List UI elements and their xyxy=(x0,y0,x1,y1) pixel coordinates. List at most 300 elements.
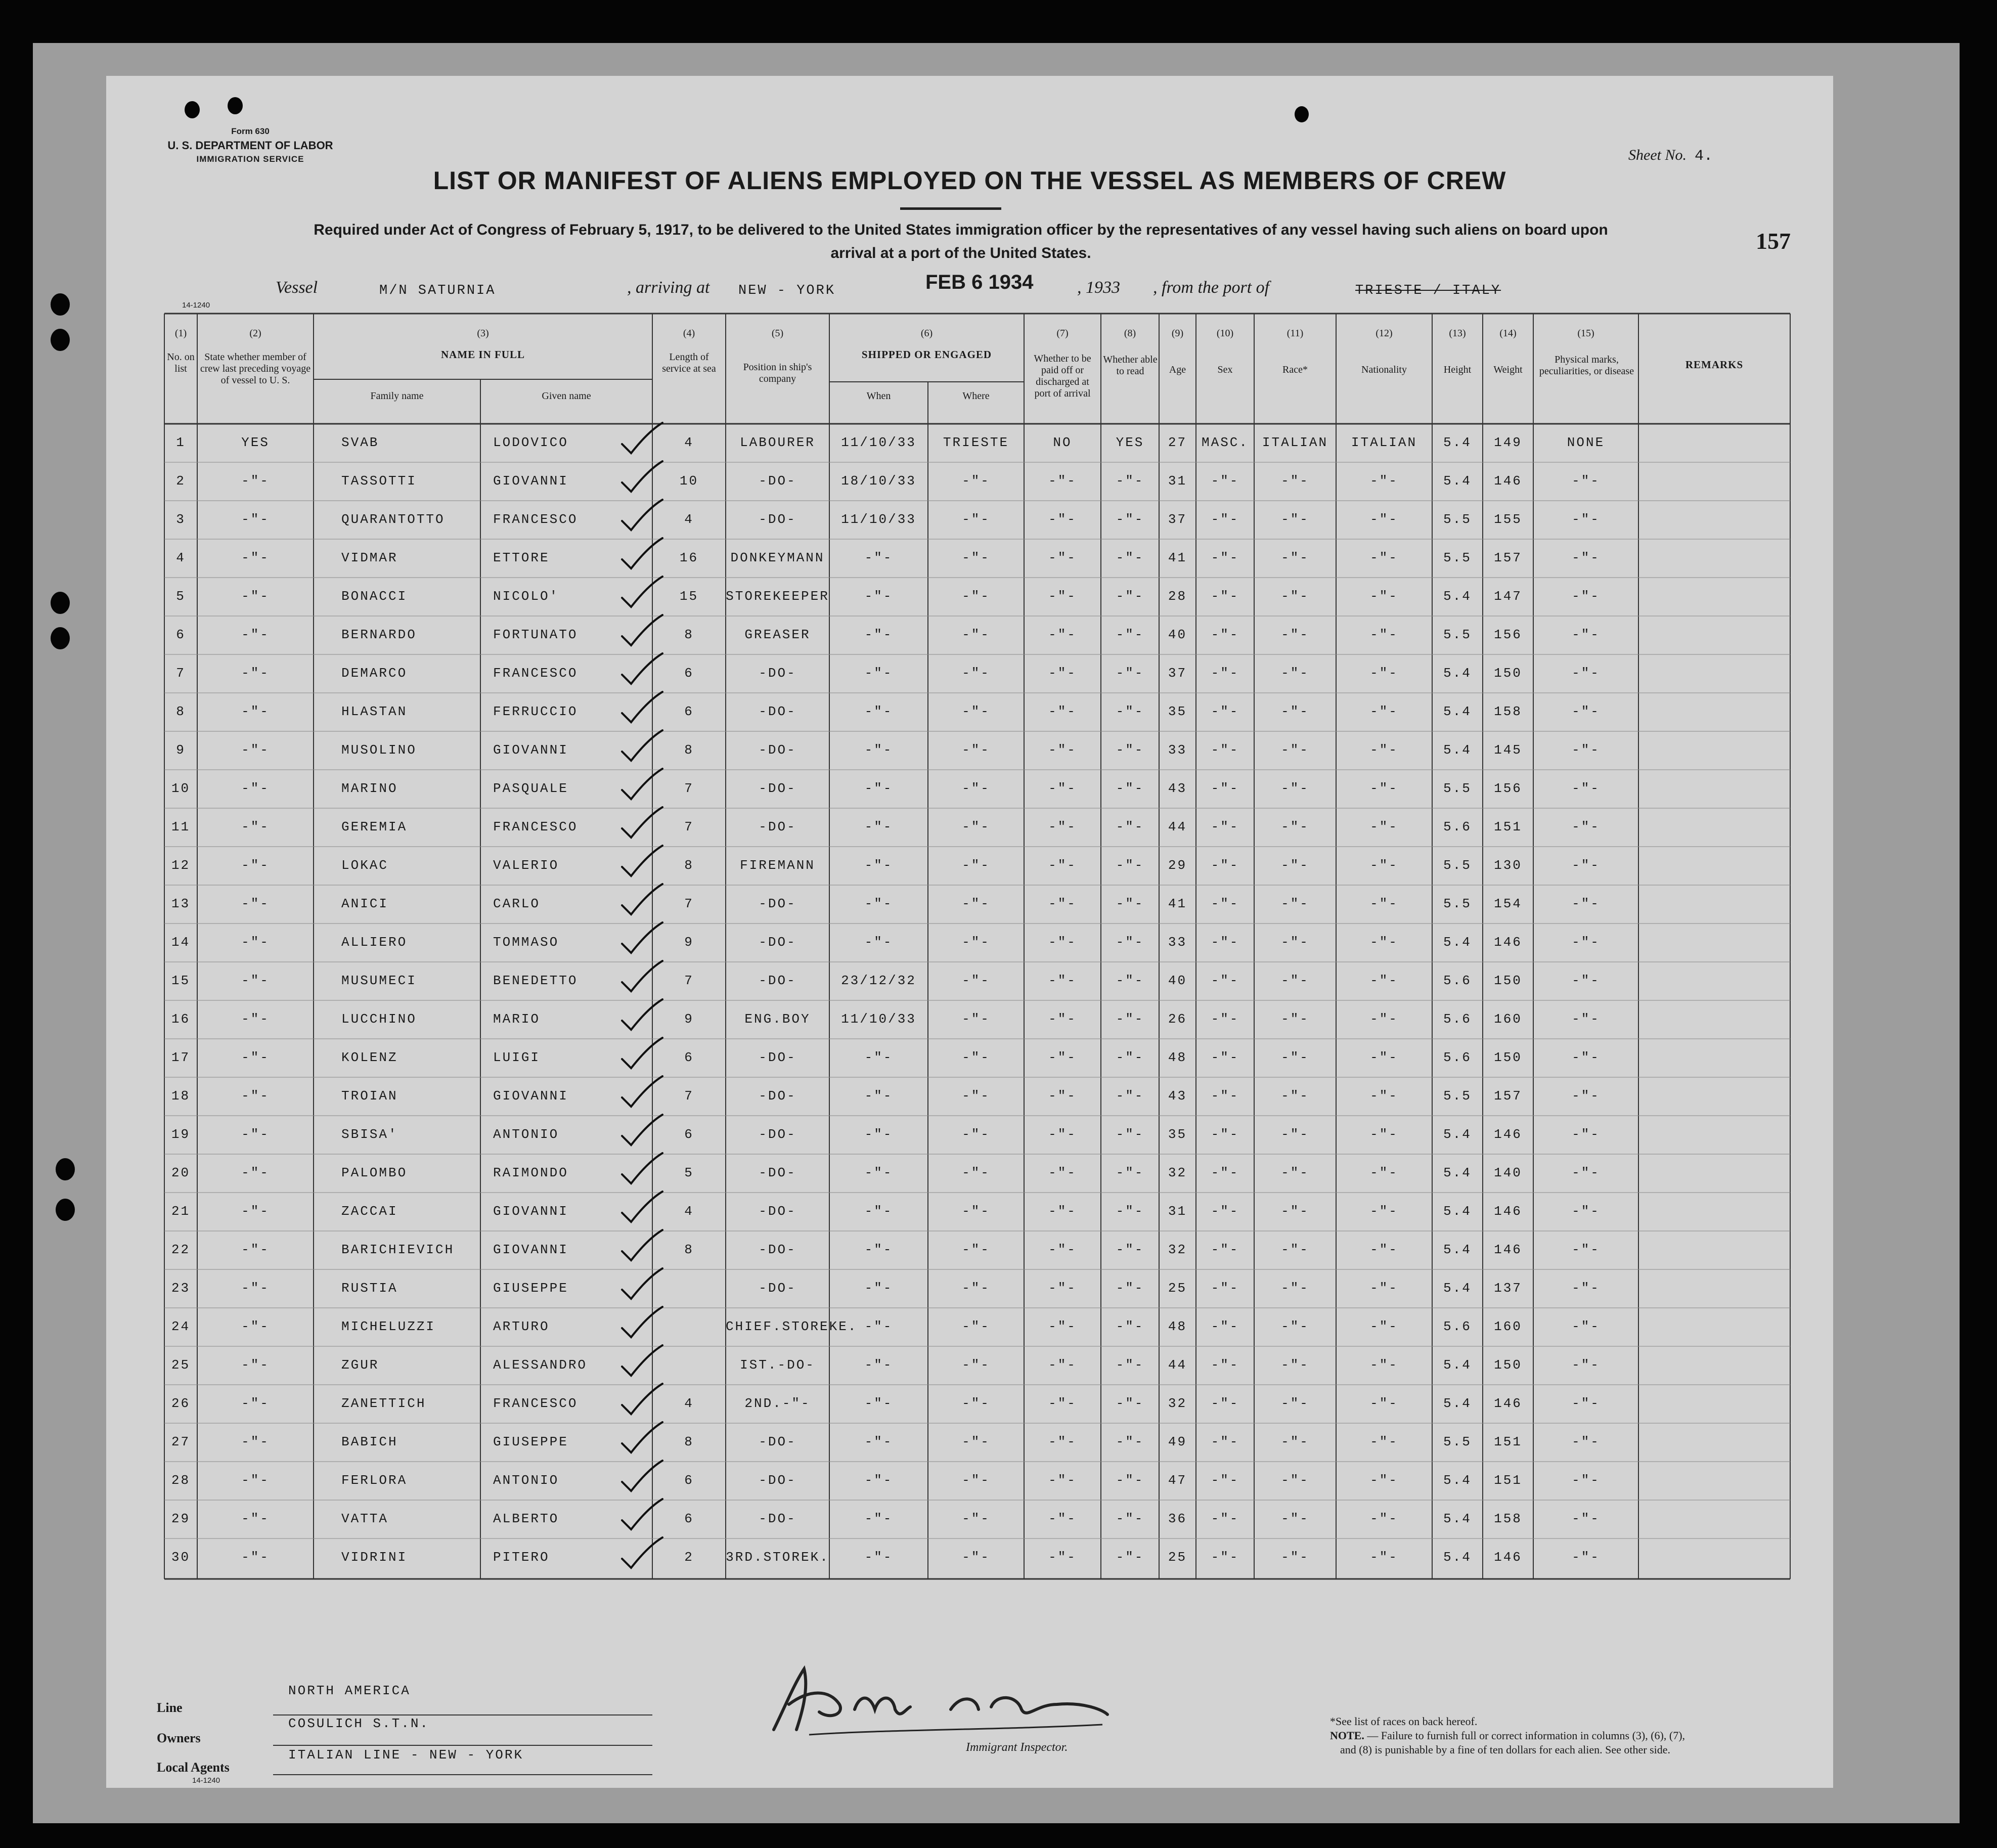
cell-weight: 150 xyxy=(1494,666,1522,681)
cell-age: 35 xyxy=(1168,704,1187,719)
cell-read: -"- xyxy=(1116,1165,1144,1180)
cell-weight: 146 xyxy=(1494,1204,1522,1219)
cell-race: -"- xyxy=(1281,819,1309,834)
cell-race: -"- xyxy=(1281,1127,1309,1142)
cell-no: 11 xyxy=(171,819,191,834)
cell-age: 48 xyxy=(1168,1319,1187,1334)
cell-height: 5.4 xyxy=(1443,1281,1472,1296)
cell-weight: 156 xyxy=(1494,627,1522,642)
header-name-in-full: NAME IN FULL xyxy=(440,348,525,361)
cell-sex: -"- xyxy=(1211,1281,1239,1296)
cell-marks: -"- xyxy=(1572,1204,1600,1219)
page-title: LIST OR MANIFEST OF ALIENS EMPLOYED ON THE VESSEL AS MEMBERS OF CREW xyxy=(433,166,1506,195)
cell-read: -"- xyxy=(1116,1357,1144,1373)
cell-no: 8 xyxy=(176,704,186,719)
cell-prev: -"- xyxy=(241,819,270,834)
cell-when: -"- xyxy=(864,627,893,642)
cell-marks: -"- xyxy=(1572,1088,1600,1104)
cell-race: -"- xyxy=(1281,935,1309,950)
cell-position: -DO- xyxy=(759,473,796,489)
column-number-c10: (10) xyxy=(1216,328,1234,339)
header-age: Age xyxy=(1169,364,1186,375)
cell-read: -"- xyxy=(1116,589,1144,604)
cell-height: 5.4 xyxy=(1443,666,1472,681)
cell-prev: -"- xyxy=(241,742,270,758)
cell-family: BERNARDO xyxy=(341,627,417,642)
cell-height: 5.4 xyxy=(1443,1511,1472,1526)
cell-race: -"- xyxy=(1281,1319,1309,1334)
cell-nationality: -"- xyxy=(1370,704,1398,719)
cell-nationality: -"- xyxy=(1370,627,1398,642)
cell-nationality: -"- xyxy=(1370,1434,1398,1449)
cell-nationality: -"- xyxy=(1370,1357,1398,1373)
cell-height: 5.4 xyxy=(1443,1204,1472,1219)
cell-when: -"- xyxy=(864,1281,893,1296)
cell-no: 29 xyxy=(171,1511,191,1526)
cell-sex: -"- xyxy=(1211,973,1239,988)
cell-marks: -"- xyxy=(1572,1511,1600,1526)
cell-given: NICOLO' xyxy=(493,589,559,604)
cell-no: 24 xyxy=(171,1319,191,1334)
cell-when: -"- xyxy=(864,858,893,873)
cell-position: -DO- xyxy=(759,1434,796,1449)
cell-marks: -"- xyxy=(1572,935,1600,950)
cell-service: 7 xyxy=(684,819,694,834)
cell-when: -"- xyxy=(864,1242,893,1257)
cell-family: LOKAC xyxy=(341,858,389,873)
cell-where: -"- xyxy=(962,973,990,988)
cell-where: -"- xyxy=(962,473,990,489)
cell-position: -DO- xyxy=(759,1473,796,1488)
cell-no: 5 xyxy=(176,589,186,604)
cell-prev: -"- xyxy=(241,666,270,681)
vessel-name: M/N SATURNIA xyxy=(379,283,496,298)
column-number-c4: (4) xyxy=(683,328,695,339)
cell-given: ANTONIO xyxy=(493,1127,559,1142)
cell-service: 7 xyxy=(684,973,694,988)
cell-where: -"- xyxy=(962,819,990,834)
cell-weight: 154 xyxy=(1494,896,1522,911)
cell-height: 5.5 xyxy=(1443,627,1472,642)
cell-position: -DO- xyxy=(759,1088,796,1104)
cell-prev: -"- xyxy=(241,704,270,719)
cell-height: 5.4 xyxy=(1443,435,1472,450)
cell-read: -"- xyxy=(1116,781,1144,796)
header-paid-off: Whether to be paid off or discharged at port of arrival xyxy=(1034,353,1091,399)
cell-family: BARICHIEVICH xyxy=(341,1242,455,1257)
cell-weight: 156 xyxy=(1494,781,1522,796)
header-race: Race* xyxy=(1282,364,1308,375)
cell-marks: -"- xyxy=(1572,1396,1600,1411)
cell-paid: -"- xyxy=(1048,1204,1077,1219)
cell-position: -DO- xyxy=(759,896,796,911)
cell-sex: -"- xyxy=(1211,1088,1239,1104)
cell-family: ALLIERO xyxy=(341,935,408,950)
cell-sex: -"- xyxy=(1211,1050,1239,1065)
cell-position: 3RD.STOREK. xyxy=(726,1550,829,1565)
cell-position: -DO- xyxy=(759,512,796,527)
header-prev-voyage: State whether member of crew last preceding voyage of vessel to U. S. xyxy=(200,351,311,386)
cell-race: -"- xyxy=(1281,1165,1309,1180)
cell-weight: 157 xyxy=(1494,1088,1522,1104)
from-port-label: , from the port of xyxy=(1153,278,1270,297)
cell-family: VATTA xyxy=(341,1511,389,1526)
cell-service: 6 xyxy=(684,704,694,719)
cell-where: -"- xyxy=(962,550,990,565)
cell-race: -"- xyxy=(1281,550,1309,565)
cell-race: -"- xyxy=(1281,473,1309,489)
cell-service: 8 xyxy=(684,1434,694,1449)
cell-prev: -"- xyxy=(241,1357,270,1373)
cell-given: LODOVICO xyxy=(493,435,568,450)
cell-service: 6 xyxy=(684,1511,694,1526)
cell-marks: -"- xyxy=(1572,1473,1600,1488)
cell-family: ZANETTICH xyxy=(341,1396,426,1411)
cell-race: -"- xyxy=(1281,1242,1309,1257)
column-number-c6: (6) xyxy=(920,328,933,339)
cell-where: -"- xyxy=(962,742,990,758)
cell-height: 5.4 xyxy=(1443,1473,1472,1488)
cell-weight: 146 xyxy=(1494,1242,1522,1257)
cell-age: 32 xyxy=(1168,1396,1187,1411)
cell-nationality: -"- xyxy=(1370,819,1398,834)
cell-when: 18/10/33 xyxy=(841,473,916,489)
cell-age: 48 xyxy=(1168,1050,1187,1065)
cell-given: MARIO xyxy=(493,1011,541,1027)
cell-no: 6 xyxy=(176,627,186,642)
cell-weight: 147 xyxy=(1494,589,1522,604)
cell-given: TOMMASO xyxy=(493,935,559,950)
cell-no: 22 xyxy=(171,1242,191,1257)
cell-where: -"- xyxy=(962,512,990,527)
cell-read: -"- xyxy=(1116,1050,1144,1065)
subtitle-line-2: arrival at a port of the United States. xyxy=(830,245,1091,261)
fine-note-cont: and (8) is punishable by a fine of ten dollars for each alien. See other side. xyxy=(1340,1743,1671,1756)
cell-paid: -"- xyxy=(1048,1550,1077,1565)
cell-paid: -"- xyxy=(1048,819,1077,834)
cell-sex: -"- xyxy=(1211,666,1239,681)
cell-sex: -"- xyxy=(1211,1319,1239,1334)
cell-when: -"- xyxy=(864,1396,893,1411)
cell-race: -"- xyxy=(1281,666,1309,681)
cell-race: -"- xyxy=(1281,1088,1309,1104)
cell-read: -"- xyxy=(1116,704,1144,719)
cell-position: -DO- xyxy=(759,1050,796,1065)
cell-race: -"- xyxy=(1281,1204,1309,1219)
cell-nationality: -"- xyxy=(1370,1011,1398,1027)
cell-sex: -"- xyxy=(1211,1165,1239,1180)
cell-no: 4 xyxy=(176,550,186,565)
cell-given: GIOVANNI xyxy=(493,473,568,489)
cell-read: -"- xyxy=(1116,896,1144,911)
cell-service: 6 xyxy=(684,1473,694,1488)
cell-nationality: -"- xyxy=(1370,1242,1398,1257)
cell-paid: -"- xyxy=(1048,1127,1077,1142)
header-given-name: Given name xyxy=(542,390,591,402)
cell-marks: NONE xyxy=(1567,435,1605,450)
cell-nationality: -"- xyxy=(1370,473,1398,489)
cell-age: 41 xyxy=(1168,550,1187,565)
cell-marks: -"- xyxy=(1572,1319,1600,1334)
cell-position: -DO- xyxy=(759,819,796,834)
cell-no: 17 xyxy=(171,1050,191,1065)
cell-nationality: -"- xyxy=(1370,589,1398,604)
cell-race: -"- xyxy=(1281,512,1309,527)
agents-value: ITALIAN LINE - NEW - YORK xyxy=(288,1747,524,1763)
column-number-c12: (12) xyxy=(1375,328,1393,339)
cell-age: 49 xyxy=(1168,1434,1187,1449)
cell-when: -"- xyxy=(864,1088,893,1104)
cell-read: -"- xyxy=(1116,1396,1144,1411)
cell-given: ALESSANDRO xyxy=(493,1357,588,1373)
cell-position: -DO- xyxy=(759,935,796,950)
vessel-label: Vessel xyxy=(276,278,318,297)
cell-where: -"- xyxy=(962,781,990,796)
cell-position: -DO- xyxy=(759,973,796,988)
cell-paid: -"- xyxy=(1048,512,1077,527)
department-name: U. S. DEPARTMENT OF LABOR xyxy=(167,139,333,152)
subtitle-line-1: Required under Act of Congress of February 5, 1917, to be delivered to the United States immigration officer by the representatives of any vessel having such aliens on board upon xyxy=(314,222,1608,238)
cell-read: -"- xyxy=(1116,1011,1144,1027)
cell-marks: -"- xyxy=(1572,1127,1600,1142)
header-shipped-engaged: SHIPPED OR ENGAGED xyxy=(861,348,992,361)
cell-marks: -"- xyxy=(1572,1050,1600,1065)
cell-height: 5.4 xyxy=(1443,742,1472,758)
cell-given: GIOVANNI xyxy=(493,742,568,758)
cell-height: 5.4 xyxy=(1443,935,1472,950)
cell-when: -"- xyxy=(864,704,893,719)
cell-marks: -"- xyxy=(1572,666,1600,681)
cell-nationality: -"- xyxy=(1370,512,1398,527)
cell-where: -"- xyxy=(962,1242,990,1257)
cell-given: BENEDETTO xyxy=(493,973,578,988)
cell-family: HLASTAN xyxy=(341,704,408,719)
cell-race: -"- xyxy=(1281,1473,1309,1488)
cell-read: -"- xyxy=(1116,1473,1144,1488)
cell-nationality: -"- xyxy=(1370,1165,1398,1180)
manifest-sheet xyxy=(106,76,1833,1788)
cell-when: -"- xyxy=(864,1473,893,1488)
column-number-c11: (11) xyxy=(1286,328,1304,339)
cell-paid: -"- xyxy=(1048,1165,1077,1180)
cell-weight: 146 xyxy=(1494,1127,1522,1142)
cell-prev: -"- xyxy=(241,1127,270,1142)
cell-marks: -"- xyxy=(1572,973,1600,988)
cell-where: -"- xyxy=(962,1396,990,1411)
cell-prev: -"- xyxy=(241,550,270,565)
cell-when: -"- xyxy=(864,1511,893,1526)
owners-rule xyxy=(273,1745,652,1746)
cell-read: -"- xyxy=(1116,1550,1144,1565)
cell-age: 33 xyxy=(1168,935,1187,950)
cell-weight: 151 xyxy=(1494,1434,1522,1449)
cell-paid: -"- xyxy=(1048,1396,1077,1411)
cell-family: DEMARCO xyxy=(341,666,408,681)
cell-prev: -"- xyxy=(241,1011,270,1027)
cell-prev: -"- xyxy=(241,858,270,873)
cell-given: FORTUNATO xyxy=(493,627,578,642)
cell-age: 25 xyxy=(1168,1550,1187,1565)
cell-position: 2ND.-"- xyxy=(744,1396,811,1411)
cell-prev: -"- xyxy=(241,935,270,950)
cell-given: ARTURO xyxy=(493,1319,550,1334)
cell-nationality: -"- xyxy=(1370,781,1398,796)
cell-given: RAIMONDO xyxy=(493,1165,568,1180)
cell-service: 9 xyxy=(684,935,694,950)
cell-family: LUCCHINO xyxy=(341,1011,417,1027)
cell-race: -"- xyxy=(1281,1011,1309,1027)
cell-when: -"- xyxy=(864,1165,893,1180)
cell-paid: -"- xyxy=(1048,589,1077,604)
cell-given: GIUSEPPE xyxy=(493,1434,568,1449)
cell-family: ZGUR xyxy=(341,1357,379,1373)
cell-race: -"- xyxy=(1281,1357,1309,1373)
cell-family: FERLORA xyxy=(341,1473,408,1488)
cell-nationality: -"- xyxy=(1370,1396,1398,1411)
cell-nationality: -"- xyxy=(1370,1088,1398,1104)
cell-where: -"- xyxy=(962,1511,990,1526)
cell-when: -"- xyxy=(864,1127,893,1142)
cell-height: 5.4 xyxy=(1443,1127,1472,1142)
cell-no: 1 xyxy=(176,435,186,450)
cell-nationality: -"- xyxy=(1370,1204,1398,1219)
cell-marks: -"- xyxy=(1572,473,1600,489)
cell-position: -DO- xyxy=(759,1204,796,1219)
cell-read: -"- xyxy=(1116,1281,1144,1296)
cell-marks: -"- xyxy=(1572,589,1600,604)
cell-given: PASQUALE xyxy=(493,781,568,796)
cell-age: 40 xyxy=(1168,627,1187,642)
cell-no: 16 xyxy=(171,1011,191,1027)
cell-height: 5.6 xyxy=(1443,1050,1472,1065)
cell-race: -"- xyxy=(1281,896,1309,911)
cell-prev: -"- xyxy=(241,1473,270,1488)
header-where: Where xyxy=(962,390,990,402)
cell-age: 27 xyxy=(1168,435,1187,450)
cell-sex: -"- xyxy=(1211,1396,1239,1411)
cell-paid: -"- xyxy=(1048,781,1077,796)
cell-paid: -"- xyxy=(1048,896,1077,911)
cell-no: 18 xyxy=(171,1088,191,1104)
cell-position: -DO- xyxy=(759,666,796,681)
cell-race: -"- xyxy=(1281,627,1309,642)
cell-sex: -"- xyxy=(1211,1550,1239,1565)
cell-service: 5 xyxy=(684,1165,694,1180)
cell-service: 6 xyxy=(684,1050,694,1065)
cell-height: 5.6 xyxy=(1443,1319,1472,1334)
cell-position: FIREMANN xyxy=(740,858,815,873)
cell-age: 25 xyxy=(1168,1281,1187,1296)
cell-weight: 137 xyxy=(1494,1281,1522,1296)
cell-height: 5.5 xyxy=(1443,1434,1472,1449)
cell-marks: -"- xyxy=(1572,1281,1600,1296)
cell-paid: -"- xyxy=(1048,704,1077,719)
cell-where: -"- xyxy=(962,627,990,642)
binder-hole xyxy=(51,329,70,351)
cell-race: -"- xyxy=(1281,1396,1309,1411)
cell-weight: 151 xyxy=(1494,1473,1522,1488)
cell-sex: -"- xyxy=(1211,550,1239,565)
cell-family: PALOMBO xyxy=(341,1165,408,1180)
cell-no: 25 xyxy=(171,1357,191,1373)
cell-where: -"- xyxy=(962,666,990,681)
cell-sex: -"- xyxy=(1211,512,1239,527)
cell-paid: -"- xyxy=(1048,1357,1077,1373)
cell-prev: -"- xyxy=(241,1281,270,1296)
cell-position: GREASER xyxy=(744,627,811,642)
header-service-length: Length of service at sea xyxy=(662,351,716,374)
cell-given: CARLO xyxy=(493,896,541,911)
cell-prev: -"- xyxy=(241,781,270,796)
cell-marks: -"- xyxy=(1572,858,1600,873)
cell-weight: 151 xyxy=(1494,819,1522,834)
cell-no: 7 xyxy=(176,666,186,681)
cell-position: ENG.BOY xyxy=(744,1011,811,1027)
header-nationality: Nationality xyxy=(1361,364,1407,375)
cell-weight: 150 xyxy=(1494,973,1522,988)
cell-where: -"- xyxy=(962,1281,990,1296)
cell-marks: -"- xyxy=(1572,1011,1600,1027)
cell-read: -"- xyxy=(1116,512,1144,527)
cell-given: ETTORE xyxy=(493,550,550,565)
cell-marks: -"- xyxy=(1572,742,1600,758)
column-number-c15: (15) xyxy=(1577,328,1594,339)
agents-code: 14-1240 xyxy=(192,1776,220,1785)
from-port: TRIESTE / ITALY xyxy=(1355,283,1501,298)
cell-family: ZACCAI xyxy=(341,1204,398,1219)
cell-given: PITERO xyxy=(493,1550,550,1565)
cell-position: -DO- xyxy=(759,1165,796,1180)
cell-where: -"- xyxy=(962,1204,990,1219)
cell-given: GIOVANNI xyxy=(493,1088,568,1104)
header-no-on-list: No. on list xyxy=(167,351,195,374)
cell-sex: -"- xyxy=(1211,1011,1239,1027)
cell-when: 11/10/33 xyxy=(841,1011,916,1027)
cell-when: -"- xyxy=(864,781,893,796)
arrival-port: NEW - YORK xyxy=(738,283,836,298)
cell-service: 10 xyxy=(679,473,699,489)
cell-prev: YES xyxy=(241,435,270,450)
cell-when: -"- xyxy=(864,1050,893,1065)
arrival-date-stamp: FEB 6 1934 xyxy=(925,271,1034,293)
cell-age: 40 xyxy=(1168,973,1187,988)
cell-paid: -"- xyxy=(1048,1473,1077,1488)
cell-sex: -"- xyxy=(1211,819,1239,834)
cell-where: TRIESTE xyxy=(943,435,1009,450)
cell-read: -"- xyxy=(1116,1242,1144,1257)
cell-age: 43 xyxy=(1168,781,1187,796)
cell-no: 27 xyxy=(171,1434,191,1449)
header-height: Height xyxy=(1443,364,1472,375)
cell-family: BABICH xyxy=(341,1434,398,1449)
cell-sex: -"- xyxy=(1211,704,1239,719)
header-physical-marks: Physical marks, peculiarities, or disease xyxy=(1539,354,1634,377)
cell-no: 26 xyxy=(171,1396,191,1411)
cell-marks: -"- xyxy=(1572,1434,1600,1449)
cell-read: -"- xyxy=(1116,473,1144,489)
cell-paid: -"- xyxy=(1048,1511,1077,1526)
page-number: 157 xyxy=(1756,228,1791,254)
cell-given: FERRUCCIO xyxy=(493,704,578,719)
cell-prev: -"- xyxy=(241,896,270,911)
cell-prev: -"- xyxy=(241,1088,270,1104)
line-value: NORTH AMERICA xyxy=(288,1683,411,1698)
cell-given: GIOVANNI xyxy=(493,1204,568,1219)
owners-label: Owners xyxy=(157,1731,201,1745)
cell-paid: NO xyxy=(1053,435,1072,450)
cell-age: 43 xyxy=(1168,1088,1187,1104)
cell-height: 5.4 xyxy=(1443,1396,1472,1411)
